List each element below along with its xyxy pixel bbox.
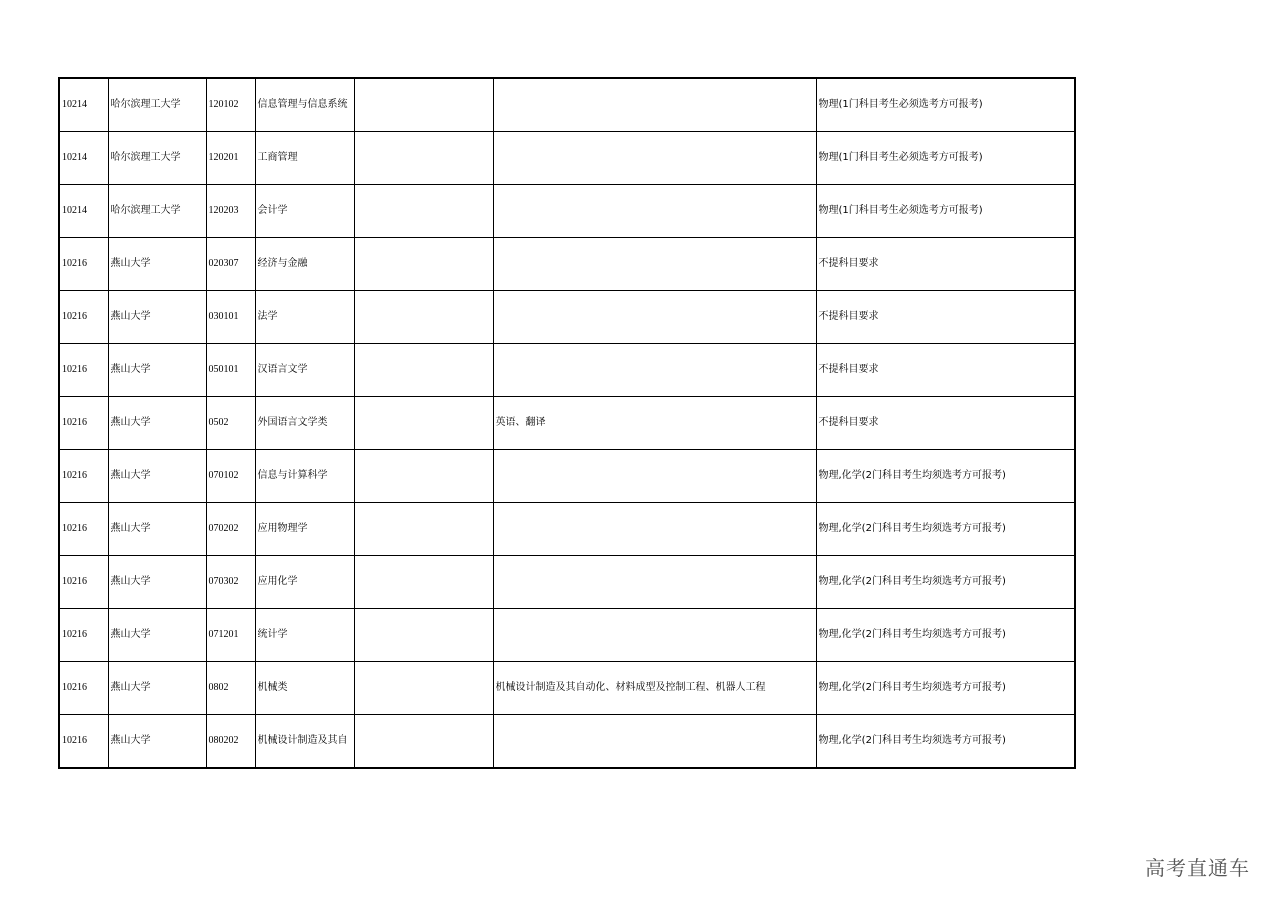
major-name-cell: 会计学 xyxy=(255,185,354,238)
blank-cell xyxy=(354,238,493,291)
table-row xyxy=(59,132,1075,185)
school-name-cell: 燕山大学 xyxy=(108,662,206,715)
major-code-cell: 020307 xyxy=(206,238,255,291)
school-code-cell: 10216 xyxy=(59,662,108,715)
major-code-cell: 030101 xyxy=(206,291,255,344)
blank-cell xyxy=(354,556,493,609)
table-row xyxy=(59,556,1075,609)
table-row xyxy=(59,78,1075,132)
table-row xyxy=(59,238,1075,291)
school-name-cell: 燕山大学 xyxy=(108,291,206,344)
blank-cell xyxy=(354,78,493,132)
major-code-cell: 0802 xyxy=(206,662,255,715)
school-code-cell: 10216 xyxy=(59,609,108,662)
major-code-cell: 080202 xyxy=(206,715,255,769)
major-code-cell: 070102 xyxy=(206,450,255,503)
blank-cell xyxy=(354,715,493,769)
major-name-cell: 应用物理学 xyxy=(255,503,354,556)
subject-requirement-cell: 不提科目要求 xyxy=(816,291,1075,344)
major-name-cell: 汉语言文学 xyxy=(255,344,354,397)
school-name-cell: 燕山大学 xyxy=(108,609,206,662)
school-code-cell: 10216 xyxy=(59,397,108,450)
school-name-cell: 燕山大学 xyxy=(108,715,206,769)
subject-requirement-cell: 不提科目要求 xyxy=(816,238,1075,291)
major-name-cell: 机械类 xyxy=(255,662,354,715)
school-code-cell: 10214 xyxy=(59,132,108,185)
watermark-text: 高考直通车 xyxy=(1145,856,1250,880)
major-code-cell: 120102 xyxy=(206,78,255,132)
included-majors-cell xyxy=(493,503,816,556)
major-name-cell: 工商管理 xyxy=(255,132,354,185)
major-name-cell: 应用化学 xyxy=(255,556,354,609)
blank-cell xyxy=(354,344,493,397)
major-name-cell: 信息管理与信息系统 xyxy=(255,78,354,132)
school-name-cell: 燕山大学 xyxy=(108,344,206,397)
school-code-cell: 10214 xyxy=(59,78,108,132)
subject-requirement-cell: 物理,化学(2门科目考生均须选考方可报考) xyxy=(816,450,1075,503)
blank-cell xyxy=(354,132,493,185)
school-name-cell: 燕山大学 xyxy=(108,397,206,450)
major-code-cell: 050101 xyxy=(206,344,255,397)
included-majors-cell: 英语、翻译 xyxy=(493,397,816,450)
school-name-cell: 哈尔滨理工大学 xyxy=(108,132,206,185)
school-name-cell: 哈尔滨理工大学 xyxy=(108,78,206,132)
major-name-cell: 机械设计制造及其自 xyxy=(255,715,354,769)
included-majors-cell xyxy=(493,291,816,344)
included-majors-cell: 机械设计制造及其自动化、材料成型及控制工程、机器人工程 xyxy=(493,662,816,715)
school-name-cell: 燕山大学 xyxy=(108,450,206,503)
subject-requirement-cell: 物理,化学(2门科目考生均须选考方可报考) xyxy=(816,556,1075,609)
included-majors-cell xyxy=(493,715,816,769)
subject-requirement-cell: 不提科目要求 xyxy=(816,397,1075,450)
school-name-cell: 哈尔滨理工大学 xyxy=(108,185,206,238)
included-majors-cell xyxy=(493,450,816,503)
major-code-cell: 120201 xyxy=(206,132,255,185)
blank-cell xyxy=(354,397,493,450)
school-code-cell: 10216 xyxy=(59,291,108,344)
table-row xyxy=(59,609,1075,662)
subject-requirement-cell: 物理,化学(2门科目考生均须选考方可报考) xyxy=(816,662,1075,715)
blank-cell xyxy=(354,662,493,715)
blank-cell xyxy=(354,450,493,503)
major-code-cell: 070202 xyxy=(206,503,255,556)
subject-requirement-cell: 物理(1门科目考生必须选考方可报考) xyxy=(816,132,1075,185)
blank-cell xyxy=(354,291,493,344)
major-name-cell: 法学 xyxy=(255,291,354,344)
school-name-cell: 燕山大学 xyxy=(108,556,206,609)
table-row xyxy=(59,662,1075,715)
school-code-cell: 10216 xyxy=(59,238,108,291)
school-code-cell: 10214 xyxy=(59,185,108,238)
table-row xyxy=(59,397,1075,450)
included-majors-cell xyxy=(493,132,816,185)
major-name-cell: 统计学 xyxy=(255,609,354,662)
school-code-cell: 10216 xyxy=(59,503,108,556)
school-name-cell: 燕山大学 xyxy=(108,238,206,291)
table-row xyxy=(59,291,1075,344)
major-code-cell: 120203 xyxy=(206,185,255,238)
major-name-cell: 经济与金融 xyxy=(255,238,354,291)
major-code-cell: 0502 xyxy=(206,397,255,450)
major-name-cell: 外国语言文学类 xyxy=(255,397,354,450)
subject-requirement-cell: 物理,化学(2门科目考生均须选考方可报考) xyxy=(816,715,1075,769)
included-majors-cell xyxy=(493,344,816,397)
school-code-cell: 10216 xyxy=(59,344,108,397)
table-row xyxy=(59,344,1075,397)
subject-requirement-cell: 物理(1门科目考生必须选考方可报考) xyxy=(816,185,1075,238)
subject-requirement-cell: 物理,化学(2门科目考生均须选考方可报考) xyxy=(816,609,1075,662)
included-majors-cell xyxy=(493,78,816,132)
blank-cell xyxy=(354,609,493,662)
included-majors-cell xyxy=(493,609,816,662)
school-code-cell: 10216 xyxy=(59,450,108,503)
school-code-cell: 10216 xyxy=(59,556,108,609)
subject-requirement-cell: 不提科目要求 xyxy=(816,344,1075,397)
included-majors-cell xyxy=(493,556,816,609)
table-row xyxy=(59,715,1075,769)
subject-requirement-cell: 物理,化学(2门科目考生均须选考方可报考) xyxy=(816,503,1075,556)
included-majors-cell xyxy=(493,238,816,291)
included-majors-cell xyxy=(493,185,816,238)
table-body xyxy=(59,78,1075,768)
table-row xyxy=(59,503,1075,556)
blank-cell xyxy=(354,503,493,556)
subject-requirements-table xyxy=(58,77,1076,769)
school-name-cell: 燕山大学 xyxy=(108,503,206,556)
table-row xyxy=(59,185,1075,238)
major-name-cell: 信息与计算科学 xyxy=(255,450,354,503)
blank-cell xyxy=(354,185,493,238)
subject-requirement-cell: 物理(1门科目考生必须选考方可报考) xyxy=(816,78,1075,132)
major-code-cell: 070302 xyxy=(206,556,255,609)
major-code-cell: 071201 xyxy=(206,609,255,662)
school-code-cell: 10216 xyxy=(59,715,108,769)
table-row xyxy=(59,450,1075,503)
